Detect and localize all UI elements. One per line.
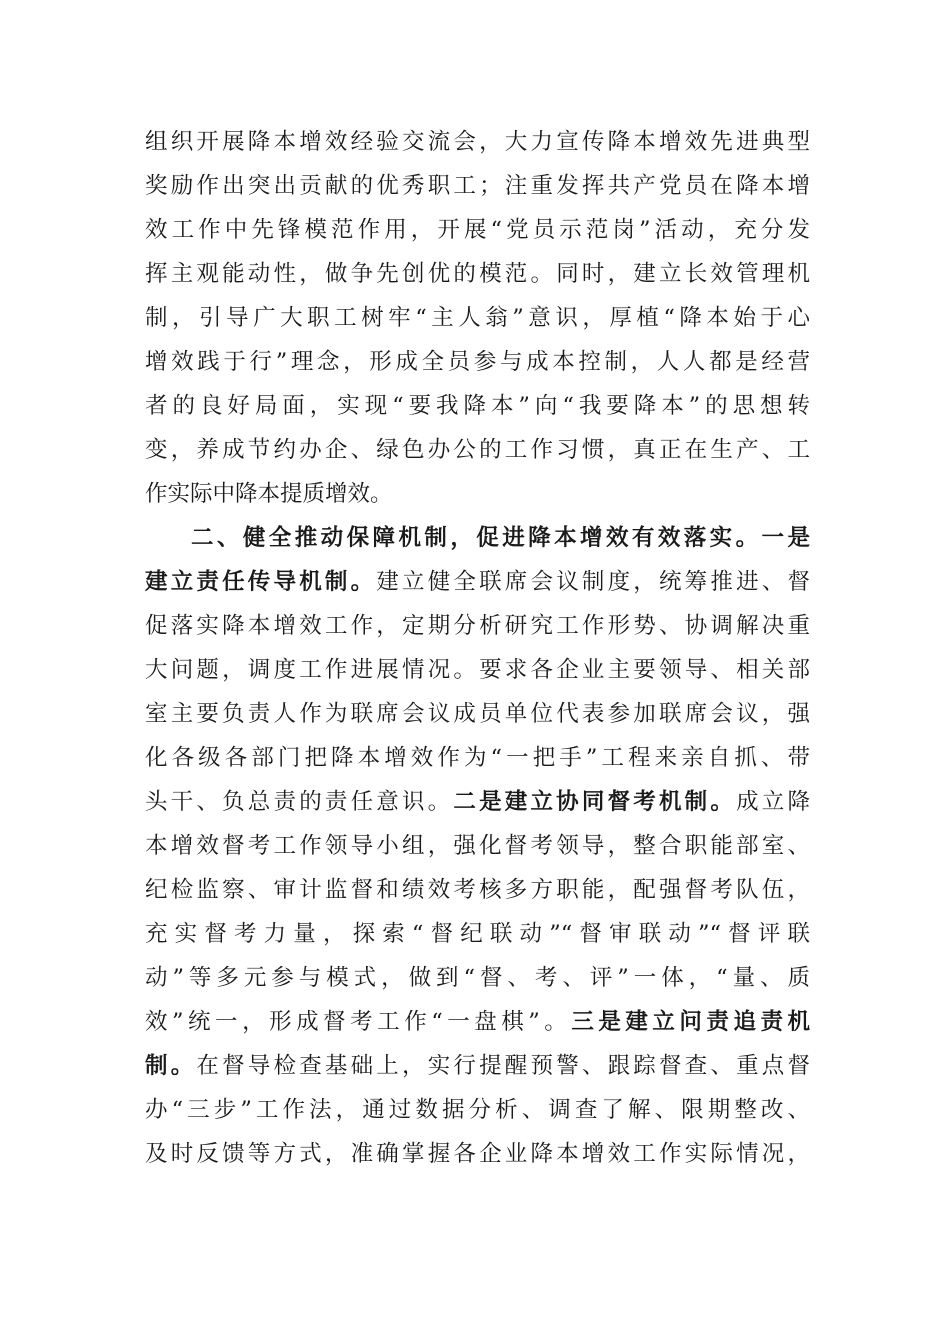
text-line: 本增效督考工作领导小组，强化督考领导，整合职能部室、 [145, 833, 810, 859]
text-line: 效”统一，形成督考工作“一盘棋”。三是建立问责追责机 [145, 1009, 810, 1035]
text-line: 办“三步”工作法，通过数据分析、调查了解、限期整改、 [145, 1097, 810, 1123]
text-line: 制，引导广大职工树牢“主人翁”意识，厚植“降本始于心 [145, 305, 810, 331]
subheading: 建立责任传导机制。 [145, 569, 377, 595]
text-line: 建立责任传导机制。建立健全联席会议制度，统筹推进、督 [145, 569, 810, 595]
text-line: 制。在督导检查基础上，实行提醒预警、跟踪督查、重点督 [145, 1053, 810, 1079]
section-heading-line [145, 516, 810, 560]
text-line: 奖励作出突出贡献的优秀职工；注重发挥共产党员在降本增 [145, 173, 810, 199]
section-heading: 二、健全推动保障机制，促进降本增效有效落实。一是 [191, 525, 810, 551]
text-line: 效工作中先锋模范作用，开展“党员示范岗”活动，充分发 [145, 217, 810, 243]
text-line: 增效践于行”理念，形成全员参与成本控制，人人都是经营 [145, 349, 810, 375]
text-line: 室主要负责人作为联席会议成员单位代表参加联席会议，强 [145, 701, 810, 727]
subheading: 制。 [145, 1053, 197, 1079]
text-line: 挥主观能动性，做争先创优的模范。同时，建立长效管理机 [145, 261, 810, 287]
text-line: 者的良好局面，实现“要我降本”向“我要降本”的思想转 [145, 393, 810, 419]
text-line: 促落实降本增效工作，定期分析研究工作形势、协调解决重 [145, 613, 810, 639]
text-line: 充实督考力量，探索“督纪联动”“督审联动”“督评联 [145, 921, 810, 947]
subheading: 三是建立问责追责机 [571, 1009, 810, 1035]
text-line: 及时反馈等方式，准确掌握各企业降本增效工作实际情况， [145, 1141, 810, 1167]
text-line: 变，养成节约办企、绿色办公的工作习惯，真正在生产、工 [145, 437, 810, 463]
text-line: 化各级各部门把降本增效作为“一把手”工程来亲自抓、带 [145, 745, 810, 771]
text-line: 作实际中降本提质增效。 [145, 481, 393, 507]
text-line: 组织开展降本增效经验交流会，大力宣传降本增效先进典型 [145, 129, 810, 155]
text-line: 大问题，调度工作进展情况。要求各企业主要领导、相关部 [145, 657, 810, 683]
text-line: 动”等多元参与模式，做到“督、考、评”一体，“量、质 [145, 965, 810, 991]
text-line: 头干、负总责的责任意识。二是建立协同督考机制。成立降 [145, 789, 810, 815]
subheading: 二是建立协同督考机制。 [453, 789, 737, 815]
text-line: 纪检监察、审计监督和绩效考核多方职能，配强督考队伍， [145, 877, 810, 903]
body-text [145, 120, 810, 1176]
